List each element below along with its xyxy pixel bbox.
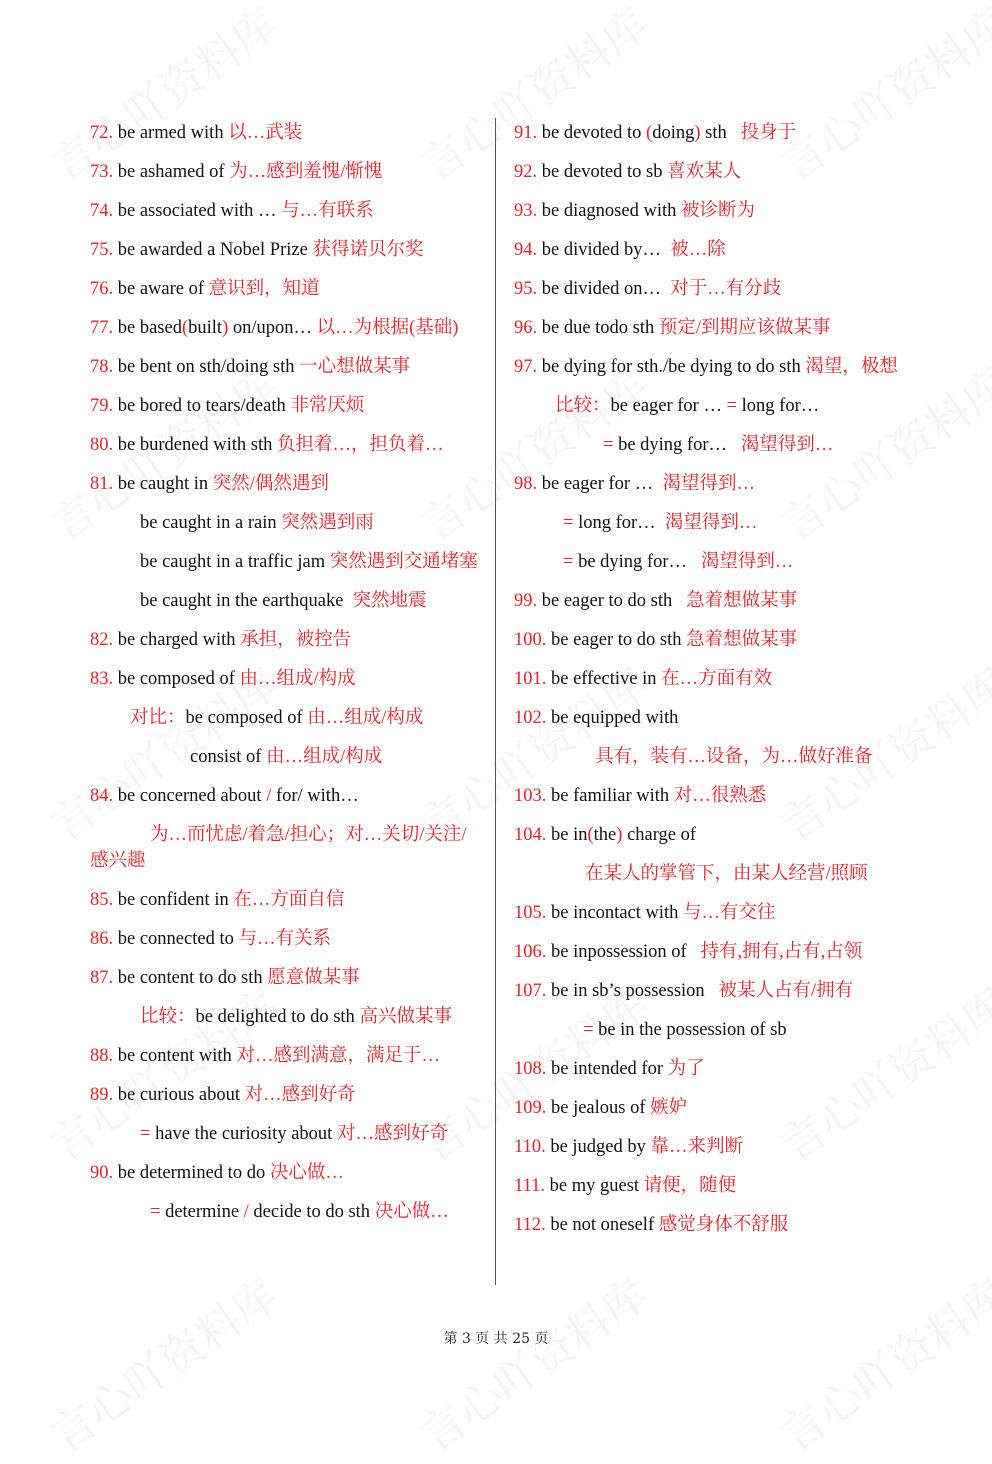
phrase-text: be concerned about (117, 786, 267, 806)
translation-text: 92. (514, 162, 542, 182)
phrase-text: be divided by… (541, 240, 671, 260)
phrase-text: decide to do sth (248, 1202, 375, 1222)
translation-text: 预定/到期应该做某事 (658, 318, 831, 338)
phrase-text: be inpossession of (551, 942, 701, 962)
translation-text: 急着想做某事 (686, 630, 798, 650)
phrase-text: be awarded a Nobel Prize (117, 240, 313, 260)
phrase-entry (90, 393, 480, 419)
translation-text: ( (181, 318, 189, 338)
translation-text: / (243, 1202, 249, 1222)
phrase-entry (514, 1173, 898, 1199)
translation-text: 94. (514, 240, 542, 260)
phrase-entry (514, 471, 898, 497)
phrase-entry (90, 965, 480, 991)
translation-text: 喜欢某人 (667, 162, 742, 182)
translation-text: 决心做… (374, 1202, 449, 1222)
phrase-text: be burdened with sth (117, 435, 278, 455)
translation-text: 93. (514, 201, 542, 221)
phrase-entry (514, 900, 898, 926)
translation-text: 突然遇到雨 (281, 513, 374, 533)
translation-text: 76. (90, 279, 118, 299)
translation-text: 对比： (130, 708, 186, 728)
translation-text: 82. (90, 630, 118, 650)
translation-text: = (140, 1124, 156, 1144)
phrase-text: charge of (622, 825, 697, 845)
phrase-entry (514, 744, 898, 770)
translation-text: = (603, 435, 619, 455)
translation-text: 对…感到好奇 (244, 1085, 356, 1105)
translation-text: 比较： (555, 396, 611, 416)
translation-text: 85. (90, 890, 118, 910)
phrase-entry (514, 432, 898, 458)
translation-text: 111. (514, 1176, 550, 1196)
phrase-text: be caught in the earthquake (140, 591, 353, 611)
phrase-text: be familiar with (551, 786, 674, 806)
phrase-text: be incontact with (551, 903, 684, 923)
translation-text: 97. (514, 357, 542, 377)
translation-text: 被…除 (670, 240, 726, 260)
phrase-entry (514, 315, 898, 341)
phrase-text: be armed with (117, 123, 229, 143)
translation-text: 88. (90, 1046, 118, 1066)
translation-text: 在…方面有效 (661, 669, 773, 689)
phrase-text: be divided on… (541, 279, 671, 299)
phrase-text: be caught in a rain (140, 513, 282, 533)
translation-text: 感觉身体不舒服 (658, 1215, 789, 1235)
phrase-entry (514, 159, 898, 185)
phrase-entry (90, 1082, 480, 1108)
phrase-entry (514, 198, 898, 224)
phrase-text: determine (165, 1202, 244, 1222)
phrase-text: be composed of (185, 708, 308, 728)
translation-text: 渴望得到… (740, 435, 834, 455)
translation-text: 急着想做某事 (686, 591, 798, 611)
phrase-text: be ashamed of (117, 162, 230, 182)
phrase-entry (90, 666, 480, 692)
translation-text: ) (616, 825, 623, 845)
phrase-entry (514, 276, 898, 302)
translation-text: 73. (90, 162, 118, 182)
translation-text: ( (587, 825, 594, 845)
translation-text: 83. (90, 669, 118, 689)
translation-text: 102. (514, 708, 551, 728)
phrase-entry (90, 237, 480, 263)
phrase-entry (90, 159, 480, 185)
phrase-entry (90, 1004, 480, 1030)
phrase-text: on/upon… (228, 318, 317, 338)
translation-text: 80. (90, 435, 118, 455)
phrase-text: be bent on sth/doing sth (117, 357, 300, 377)
phrase-entry (90, 1121, 480, 1147)
translation-text: 一心想做某事 (299, 357, 411, 377)
translation-text: 106. (514, 942, 551, 962)
phrase-entry (90, 822, 480, 874)
phrase-text: be devoted to sb (541, 162, 668, 182)
phrase-text: be eager for … (610, 396, 727, 416)
phrase-text: sth (700, 123, 741, 143)
translation-text: 95. (514, 279, 542, 299)
phrase-text: be based (117, 318, 182, 338)
translation-text: 具有，装有…设备，为…做好准备 (595, 747, 873, 767)
phrase-entry (514, 120, 898, 146)
phrase-entry (514, 939, 898, 965)
phrase-entry (90, 705, 480, 731)
watermark-text (406, 1260, 659, 1464)
phrase-text: built (188, 318, 223, 338)
translation-text: 86. (90, 929, 118, 949)
phrase-text: be in (551, 825, 588, 845)
translation-text: 在某人的掌管下，由某人经营/照顾 (585, 864, 868, 884)
translation-text: 突然/偶然遇到 (212, 474, 329, 494)
phrase-entry (90, 549, 480, 575)
phrase-text: be delighted to do sth (195, 1007, 360, 1027)
translation-text: 渴望得到… (664, 513, 758, 533)
phrase-text: be connected to (117, 929, 239, 949)
phrase-entry (514, 510, 898, 536)
phrase-text: long for… (741, 396, 820, 416)
phrase-entry (514, 549, 898, 575)
translation-text: 请便，随便 (643, 1176, 737, 1196)
phrase-text: be equipped with (551, 708, 679, 728)
phrase-entry (90, 198, 480, 224)
phrase-entry (90, 744, 480, 770)
translation-text: 对于…有分歧 (670, 279, 782, 299)
translation-text: 110. (514, 1137, 551, 1157)
translation-text: 112. (514, 1215, 551, 1235)
translation-text: 由…组成/构成 (239, 669, 356, 689)
translation-text: 75. (90, 240, 118, 260)
phrase-text: be aware of (117, 279, 209, 299)
translation-text: 获得诺贝尔奖 (312, 240, 424, 260)
phrase-entry (514, 861, 898, 887)
translation-text: 意识到，知道 (208, 279, 320, 299)
phrase-entry (90, 315, 480, 341)
phrase-text: be jealous of (551, 1098, 651, 1118)
phrase-text: be content with (117, 1046, 237, 1066)
translation-text: 105. (514, 903, 551, 923)
phrase-text: be in sb’s possession (551, 981, 719, 1001)
watermark-text (766, 1260, 992, 1464)
translation-text: 为了 (667, 1059, 705, 1079)
phrase-entry (90, 887, 480, 913)
translation-text: = (150, 1202, 166, 1222)
left-column (90, 120, 480, 1238)
translation-text: 107. (514, 981, 551, 1001)
phrase-entry (90, 510, 480, 536)
phrase-entry (90, 471, 480, 497)
translation-text: / (266, 786, 272, 806)
translation-text: 以…为根据(基础) (316, 318, 459, 338)
translation-text: 渴望得到… (700, 552, 794, 572)
phrase-entry (514, 393, 898, 419)
phrase-entry (514, 822, 898, 848)
phrase-text: be effective in (551, 669, 662, 689)
phrase-text: be determined to do (117, 1163, 270, 1183)
phrase-text: be bored to tears/death (117, 396, 291, 416)
translation-text: 对…感到好奇 (336, 1124, 448, 1144)
translation-text: 承担，被控告 (240, 630, 352, 650)
phrase-text: doing (652, 123, 695, 143)
phrase-entry (90, 926, 480, 952)
translation-text: 靠…来判断 (650, 1137, 744, 1157)
phrase-entry (514, 705, 898, 731)
phrase-entry (90, 783, 480, 809)
phrase-entry (90, 627, 480, 653)
translation-text: 投身于 (740, 123, 797, 143)
translation-text: 非常厌烦 (290, 396, 365, 416)
translation-text: 与…有交往 (683, 903, 776, 923)
phrase-entry (514, 354, 898, 380)
translation-text: 比较： (140, 1007, 196, 1027)
translation-text: 被诊断为 (681, 201, 756, 221)
translation-text: 持有,拥有,占有,占领 (700, 942, 863, 962)
phrase-entry (90, 1043, 480, 1069)
watermark-text (36, 1260, 289, 1464)
phrase-entry (90, 354, 480, 380)
translation-text: 98. (514, 474, 542, 494)
translation-text: 决心做… (269, 1163, 344, 1183)
translation-text: = (563, 513, 579, 533)
phrase-text: be eager for … (541, 474, 663, 494)
phrase-text: be diagnosed with (541, 201, 681, 221)
page-footer: 第 3 页 共 25 页 (443, 1331, 549, 1347)
translation-text: 被某人占有/拥有 (718, 981, 854, 1001)
phrase-text: be not oneself (550, 1215, 659, 1235)
phrase-text: be eager to do sth (541, 591, 687, 611)
phrase-entry (90, 120, 480, 146)
translation-text: 74. (90, 201, 118, 221)
translation-text: = (583, 1020, 599, 1040)
phrase-entry (514, 1095, 898, 1121)
phrase-text: be eager to do sth (551, 630, 687, 650)
translation-text: 突然地震 (352, 591, 427, 611)
phrase-entry (514, 1212, 898, 1238)
phrase-text: be confident in (117, 890, 234, 910)
translation-text: 109. (514, 1098, 551, 1118)
translation-text: 90. (90, 1163, 118, 1183)
translation-text: 渴望，极想 (805, 357, 898, 377)
translation-text: 愿意做某事 (267, 968, 360, 988)
translation-text: 77. (90, 318, 118, 338)
translation-text: 在…方面自信 (233, 890, 345, 910)
translation-text: 对…感到满意，满足于… (236, 1046, 440, 1066)
phrase-text: long for… (578, 513, 665, 533)
translation-text: ( (646, 123, 653, 143)
phrase-text: be charged with (117, 630, 241, 650)
phrase-entry (90, 1160, 480, 1186)
translation-text: 100. (514, 630, 551, 650)
translation-text: 104. (514, 825, 551, 845)
translation-text: 为…而忧虑/着急/担心；对…关切/关注/感兴趣 (90, 825, 467, 871)
translation-text: 以…武装 (228, 123, 303, 143)
translation-text: 96. (514, 318, 542, 338)
phrase-entry (514, 1134, 898, 1160)
translation-text: 78. (90, 357, 118, 377)
translation-text: 对…很熟悉 (673, 786, 767, 806)
phrase-text: for/ with… (271, 786, 359, 806)
translation-text: 89. (90, 1085, 118, 1105)
phrase-text: be content to do sth (117, 968, 268, 988)
translation-text: 79. (90, 396, 118, 416)
phrase-text: the (593, 825, 617, 845)
translation-text: ) (694, 123, 701, 143)
phrase-entry (90, 588, 480, 614)
phrase-text: be in the possession of sb (598, 1020, 787, 1040)
phrase-entry (514, 588, 898, 614)
translation-text: = (563, 552, 579, 572)
phrase-text: be caught in a traffic jam (140, 552, 330, 572)
translation-text: 突然遇到交通堵塞 (329, 552, 478, 572)
translation-text: 101. (514, 669, 551, 689)
phrase-text: consist of (190, 747, 267, 767)
column-divider (495, 118, 496, 1285)
phrase-entry (514, 237, 898, 263)
phrase-text: be dying for… (578, 552, 701, 572)
phrase-entry (514, 978, 898, 1004)
phrase-text: be caught in (117, 474, 213, 494)
translation-text: 与…有联系 (281, 201, 374, 221)
phrase-text: be devoted to (541, 123, 647, 143)
translation-text: 渴望得到… (662, 474, 755, 494)
translation-text: 87. (90, 968, 118, 988)
translation-text: 108. (514, 1059, 551, 1079)
translation-text: 高兴做某事 (359, 1007, 452, 1027)
right-column (514, 120, 898, 1251)
translation-text: 由…组成/构成 (307, 708, 424, 728)
phrase-entry (514, 627, 898, 653)
translation-text: 与…有关系 (238, 929, 331, 949)
translation-text: 由…组成/构成 (266, 747, 383, 767)
phrase-text: be judged by (550, 1137, 651, 1157)
phrase-entry (514, 1017, 898, 1043)
phrase-text: be due todo sth (541, 318, 659, 338)
phrase-text: be associated with … (117, 201, 282, 221)
phrase-entry (514, 1056, 898, 1082)
translation-text: 负担着…，担负着… (277, 435, 444, 455)
phrase-entry (514, 783, 898, 809)
phrase-text: be composed of (117, 669, 240, 689)
phrase-entry (514, 666, 898, 692)
translation-text: 84. (90, 786, 118, 806)
translation-text: = (726, 396, 742, 416)
translation-text: 72. (90, 123, 118, 143)
phrase-entry (90, 1199, 480, 1225)
phrase-text: be intended for (551, 1059, 668, 1079)
translation-text: ) (222, 318, 229, 338)
phrase-entry (90, 276, 480, 302)
phrase-entry (90, 432, 480, 458)
translation-text: 嫉妒 (650, 1098, 688, 1118)
translation-text: 103. (514, 786, 551, 806)
phrase-text: have the curiosity about (155, 1124, 337, 1144)
phrase-text: be dying for… (618, 435, 741, 455)
translation-text: 99. (514, 591, 542, 611)
phrase-text: be my guest (549, 1176, 644, 1196)
phrase-text: be curious about (117, 1085, 245, 1105)
phrase-text: be dying for sth./be dying to do sth (541, 357, 806, 377)
translation-text: 81. (90, 474, 118, 494)
translation-text: 91. (514, 123, 542, 143)
translation-text: 为…感到羞愧/惭愧 (229, 162, 383, 182)
